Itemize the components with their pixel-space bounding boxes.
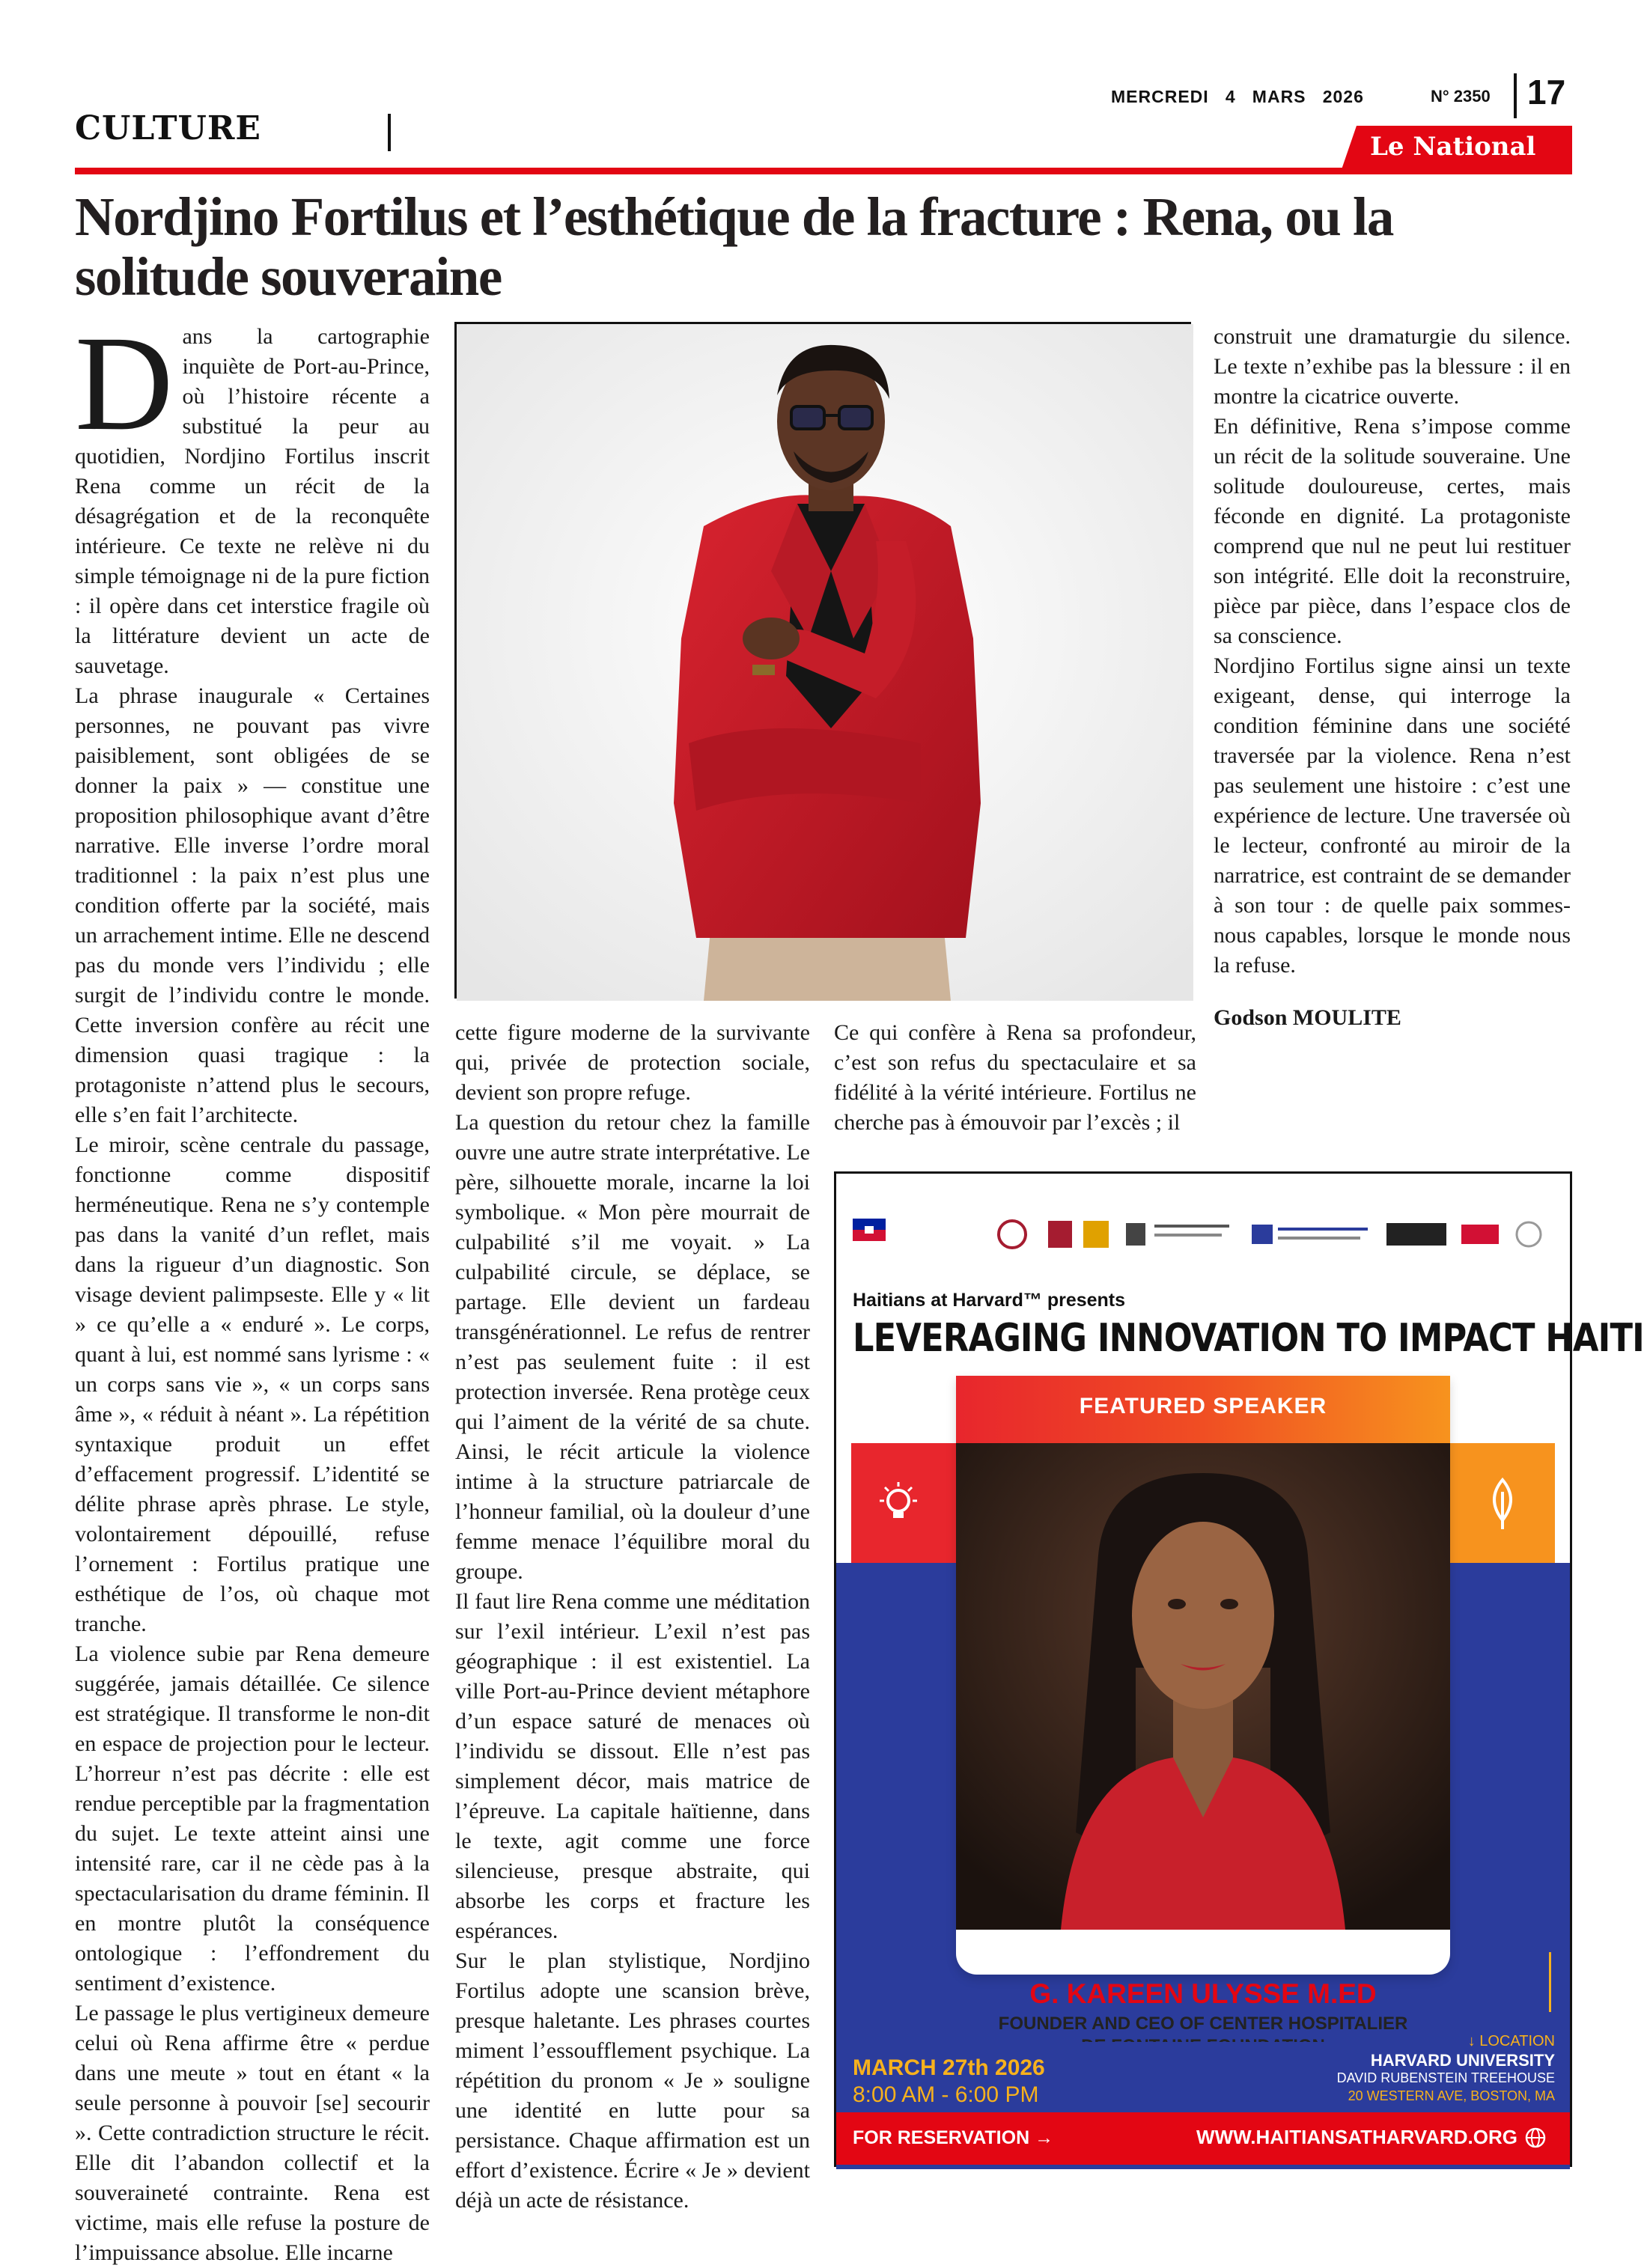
partner-logos-icon xyxy=(997,1217,1555,1252)
paragraph: Le passage le plus vertigineux demeure celui où Rena affirme être « perdue dans une meute » tout en étant « la seule personne à pouvoir [se] secourir ». Cette contradiction structure le récit. Elle dit l’abandon collectif et la souveraineté contrainte. Rena est victime, mais elle refuse la posture de l’impuissance absolue. Elle incarne xyxy=(75,2001,430,2265)
event-advertisement[interactable] xyxy=(834,1171,1644,2167)
paragraph: Ce qui confère à Rena sa profondeur, c’est son refus du spectaculaire et sa fidélité à la vérité intérieure. Fortilus ne cherche pas à émouvoir par l’excès ; il xyxy=(834,1020,1196,1135)
author-photo xyxy=(454,322,1191,999)
event-date: MARCH 27th 2026 xyxy=(853,2055,1045,2080)
speaker-portrait-illustration xyxy=(956,1443,1450,1930)
speaker-card xyxy=(956,1376,1450,1975)
paragraph: construit une dramaturgie du silence. Le texte n’exhibe pas la blessure : il en montre la cicatrice ouverte. xyxy=(1214,324,1571,409)
portrait-illustration xyxy=(457,324,1193,1001)
speaker-role-line-1: FOUNDER AND CEO OF CENTER HOSPITALIER xyxy=(998,2014,1408,2034)
paragraph: ans la cartographie inquiète de Port-au-Prince, où l’histoire récente a substitué la peur au quotidien, Nordjino Fortilus inscrit Rena comme un récit de la désagrégation et de la reconquête intérieure. Ce texte ne relève ni du simple témoignage ni de la pure fiction : il opère dans cet interstice fragile où la littérature devient un acte de sauvetage. xyxy=(75,324,430,678)
page-number-divider xyxy=(1514,73,1517,118)
paragraph: La phrase inaugurale « Certaines personnes, ne pouvant pas vivre paisiblement, sont obligées de se donner la paix » — constitue une proposition philosophique avant d’être narrative. Elle inverse l’ordre moral traditionnel : la paix n’est plus une condition offerte par la société, mais un arrachement intime. Elle ne descend pas du monde vers l’individu ; elle surgit de l’individu contre le monde. Cette inversion confère au récit une dimension quasi tragique : la protagoniste n’attend plus le secours, elle s’en fait l’architecte. xyxy=(75,683,430,1127)
section-divider xyxy=(388,114,391,151)
paragraph: En définitive, Rena s’impose comme un récit de la solitude souveraine. Une solitude douloureuse, certes, mais féconde en dignité. La protagoniste comprend que nul ne peut lui restituer son intégrité. Elle doit la reconstruire, pièce par pièce, dans l’espace clos de sa conscience. xyxy=(1214,414,1571,648)
paragraph: La question du retour chez la famille ouvre une autre strate interprétative. Le père, silhouette morale, incarne la loi symbolique. « Mon père mourrait de culpabilité s’il me voyait. » La culpabilité circule, se déplace, se partage. Elle devient un fardeau transgénérationnel. Le refus de rentrer n’est pas seulement fuite : il est protection inversée. Rena protège ceux qui l’aiment de la vérité de sa chute. Ainsi, le récit articule la violence intime à la structure patriarcale de l’honneur familial, où la douleur d’une femme menace l’équilibre moral du groupe. xyxy=(455,1110,810,1584)
location-venue: HARVARD UNIVERSITY xyxy=(1370,2051,1555,2070)
location-building: DAVID RUBENSTEIN TREEHOUSE xyxy=(1336,2070,1555,2085)
globe-icon xyxy=(1525,2127,1546,2148)
article-headline: Nordjino Fortilus et l’esthétique de la fracture : Rena, ou la solitude souveraine xyxy=(75,186,1393,307)
article-column-2 xyxy=(455,1018,810,2216)
paragraph: Le miroir, scène centrale du passage, fonctionne comme dispositif herméneutique. Rena ne s’y contemple pas dans la vanité d’un reflet, mais dans la rigueur d’un diagnostic. Son visage devient palimpseste. Elle y « lit » ce qu’elle a « enduré ». Le corps, quant à lui, est nommé sans lyrisme : « un corps sans vie », « un corps sans âme », « réduit à néant ». La répétition syntaxique produit un effet d’effacement progressif. L’identité se délite phrase après phrase. Le style, volontairement dépouillé, refuse l’ornement : Fortilus pratique une esthétique de l’os, où chaque mot tranche. xyxy=(75,1133,430,1636)
location-label: ↓ LOCATION xyxy=(1467,2033,1555,2049)
website-link[interactable]: WWW.HAITIANSATHARVARD.ORG xyxy=(1196,2126,1517,2148)
reservation-link[interactable]: FOR RESERVATION → xyxy=(853,2127,1054,2148)
issue-number: N° 2350 xyxy=(1431,87,1491,106)
page-number: 17 xyxy=(1527,73,1566,112)
drop-cap: D xyxy=(75,308,174,459)
paragraph: Nordjino Fortilus signe ainsi un texte exigeant, dense, qui interroge la condition féminine dans une société traversée par la violence. Rena n’est pas seulement une histoire : c’est une expérience de lecture. Une traversée où le lecteur, confronté au miroir de la narratrice, est contraint de se demander à son tour : de quelle paix sommes-nous capables, lorsque le monde nous la refuse. xyxy=(1214,653,1571,978)
paragraph: La violence subie par Rena demeure suggérée, jamais détaillée. Ce silence est stratégique. Il transforme le non-dit en espace de projection pour le lecteur. L’horreur n’est pas décrite : elle est rendue perceptible par la fragmentation du sujet. Le texte atteint ainsi une intensité rare, car il ne cède pas à la spectacularisation du drame féminin. Il en montre plutôt la conséquence ontologique : l’effondrement du sentiment d’existence. xyxy=(75,1641,430,1996)
location-divider xyxy=(1549,1952,1551,2012)
paragraph: Il faut lire Rena comme une méditation sur l’exil intérieur. L’exil n’est pas géographique : il est existentiel. La ville Port-au-Prince devient métaphore d’un espace saturé de menaces où l’individu se dissout. Elle n’est pas simplement décor, mais matrice de l’épreuve. La capitale haïtienne, dans le texte, agit comme une force silencieuse, presque abstraite, qui absorbe les corps et fracture les espérances. xyxy=(455,1589,810,1943)
article-author: Godson MOULITE xyxy=(1214,1005,1401,1030)
featured-speaker-label: FEATURED SPEAKER xyxy=(1079,1394,1327,1418)
paragraph: Sur le plan stylistique, Nordjino Fortilus adopte une scansion brève, presque haletante. Les phrases courtes miment l’essoufflement psychique. La répétition du pronom « Je » souligne une identité en lutte pour sa persistance. Chaque affirmation est un effort d’existence. Écrire « Je » devient déjà un acte de résistance. xyxy=(455,1948,810,2213)
lightbulb-icon xyxy=(875,1481,922,1527)
article-column-1 xyxy=(75,308,430,2268)
speaker-photo xyxy=(956,1443,1450,1930)
ad-title: LEVERAGING INNOVATION TO IMPACT HAITI xyxy=(853,1316,1644,1361)
section-label: CULTURE xyxy=(75,109,261,147)
haiti-flag-icon xyxy=(853,1219,886,1241)
ad-presenter: Haitians at Harvard™ presents xyxy=(853,1290,1126,1311)
location-address: 20 WESTERN AVE, BOSTON, MA xyxy=(1348,2088,1555,2103)
paragraph: cette figure moderne de la survivante qui, privée de protection sociale, devient son propre refuge. xyxy=(455,1020,810,1105)
newspaper-name: Le National xyxy=(1370,132,1536,162)
speaker-name: G. KAREEN ULYSSE M.ED xyxy=(1029,1978,1377,2009)
event-time: 8:00 AM - 6:00 PM xyxy=(853,2082,1039,2107)
issue-date: MERCREDI 4 MARS 2026 xyxy=(1111,87,1364,106)
leaf-icon xyxy=(1482,1477,1523,1531)
article-column-3 xyxy=(834,1018,1196,1138)
article-column-4 xyxy=(1214,322,1571,1033)
